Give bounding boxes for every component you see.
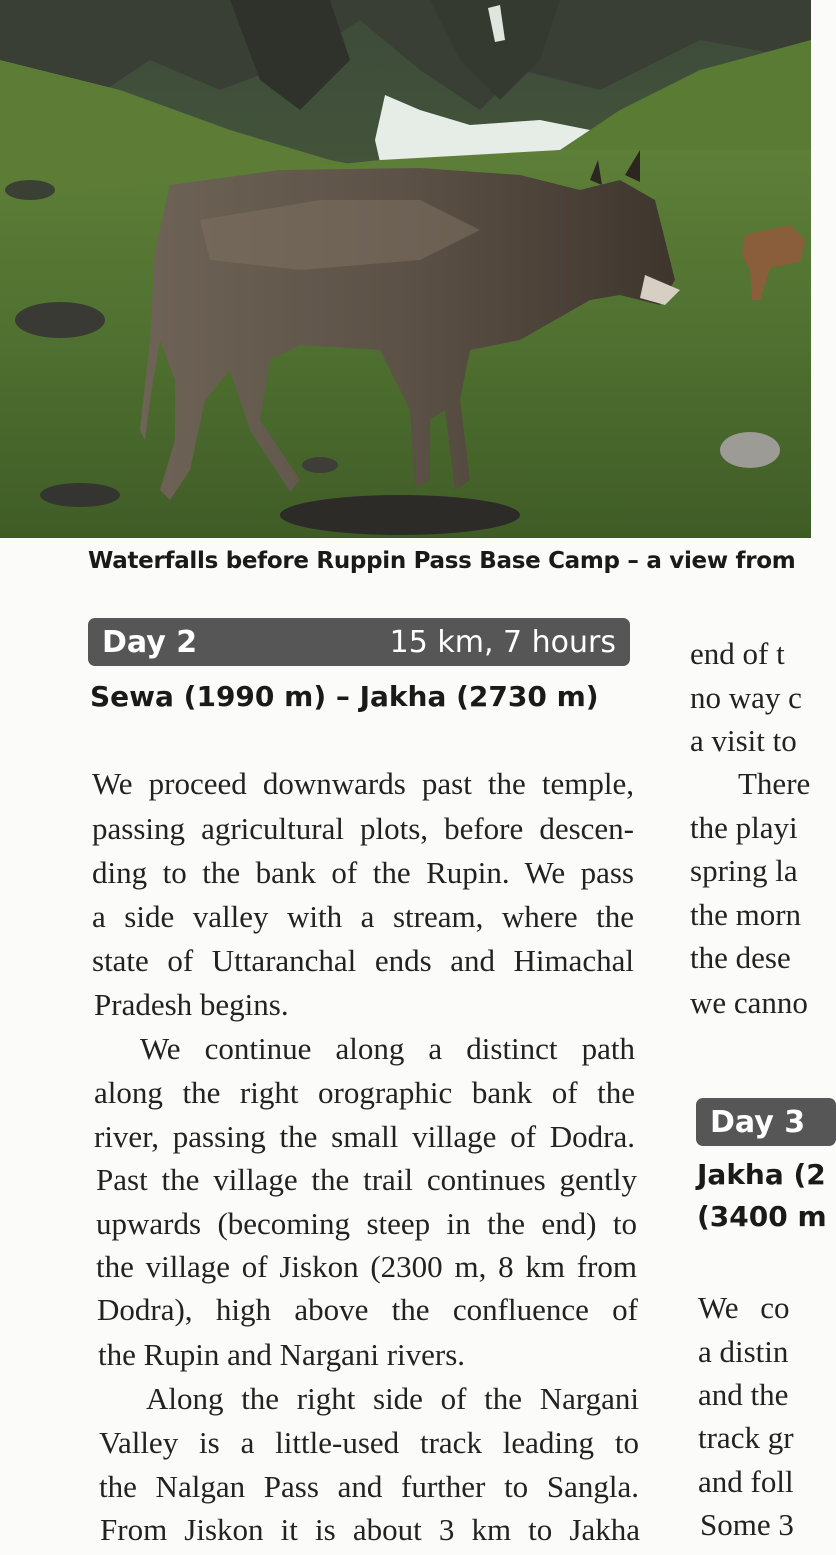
text-line: the Nalgan Pass and further to Sangla. bbox=[99, 1469, 639, 1504]
text-line: Along the right side of the Nargani bbox=[146, 1381, 639, 1416]
text-line: a visit to bbox=[690, 723, 797, 758]
day-3-route-line: Jakha (2 bbox=[697, 1158, 826, 1191]
text-line: We proceed downwards past the temple, bbox=[92, 766, 634, 801]
day-label: Day 2 bbox=[102, 625, 198, 660]
text-line: Valley is a little-used track leading to bbox=[99, 1425, 639, 1460]
text-line: the playi bbox=[690, 810, 798, 845]
text-line: a side valley with a stream, where the bbox=[92, 899, 634, 934]
photo-caption: Waterfalls before Ruppin Pass Base Camp – a view from bbox=[88, 548, 796, 574]
text-line: state of Uttaranchal ends and Himachal bbox=[92, 943, 634, 978]
text-line: the dese bbox=[690, 940, 791, 975]
text-line: end of t bbox=[690, 636, 785, 671]
day-distance-time: 15 km, 7 hours bbox=[389, 625, 616, 660]
text-line: no way c bbox=[690, 680, 802, 715]
text-line: ding to the bank of the Rupin. We pass bbox=[92, 855, 634, 890]
text-line: a distin bbox=[698, 1334, 789, 1369]
text-line: river, passing the small village of Dodra. bbox=[94, 1119, 635, 1154]
text-line: Some 3 bbox=[700, 1507, 794, 1542]
text-line: passing agricultural plots, before descen- bbox=[92, 811, 634, 846]
text-line: we canno bbox=[690, 985, 808, 1020]
day-label: Day 3 bbox=[710, 1105, 806, 1140]
text-line: Dodra), high above the confluence of bbox=[97, 1292, 638, 1327]
day-2-header bbox=[88, 618, 630, 666]
text-line: We co bbox=[698, 1290, 790, 1325]
text-line: along the right orographic bank of the bbox=[94, 1075, 635, 1110]
day-2-route: Sewa (1990 m) – Jakha (2730 m) bbox=[90, 680, 599, 713]
text-line: From Jiskon it is about 3 km to Jakha bbox=[100, 1512, 640, 1547]
day-3-route-line: (3400 m bbox=[697, 1200, 827, 1233]
text-line: the morn bbox=[690, 897, 802, 932]
day-3-header bbox=[696, 1098, 836, 1146]
text-line: Past the village the trail continues gently bbox=[96, 1162, 637, 1197]
text-line: the village of Jiskon (2300 m, 8 km from bbox=[96, 1249, 637, 1284]
text-line: upwards (becoming steep in the end) to bbox=[96, 1206, 637, 1241]
text-line: Pradesh begins. bbox=[94, 987, 289, 1022]
text-line: There bbox=[738, 766, 811, 801]
text-line: and the bbox=[698, 1377, 789, 1412]
text-line: and foll bbox=[698, 1464, 794, 1499]
text-line: the Rupin and Nargani rivers. bbox=[98, 1337, 466, 1372]
text-line: track gr bbox=[698, 1420, 794, 1455]
text-line: spring la bbox=[690, 853, 798, 888]
text-line: We continue along a distinct path bbox=[140, 1031, 635, 1066]
cow-meadow-photo bbox=[0, 0, 811, 538]
